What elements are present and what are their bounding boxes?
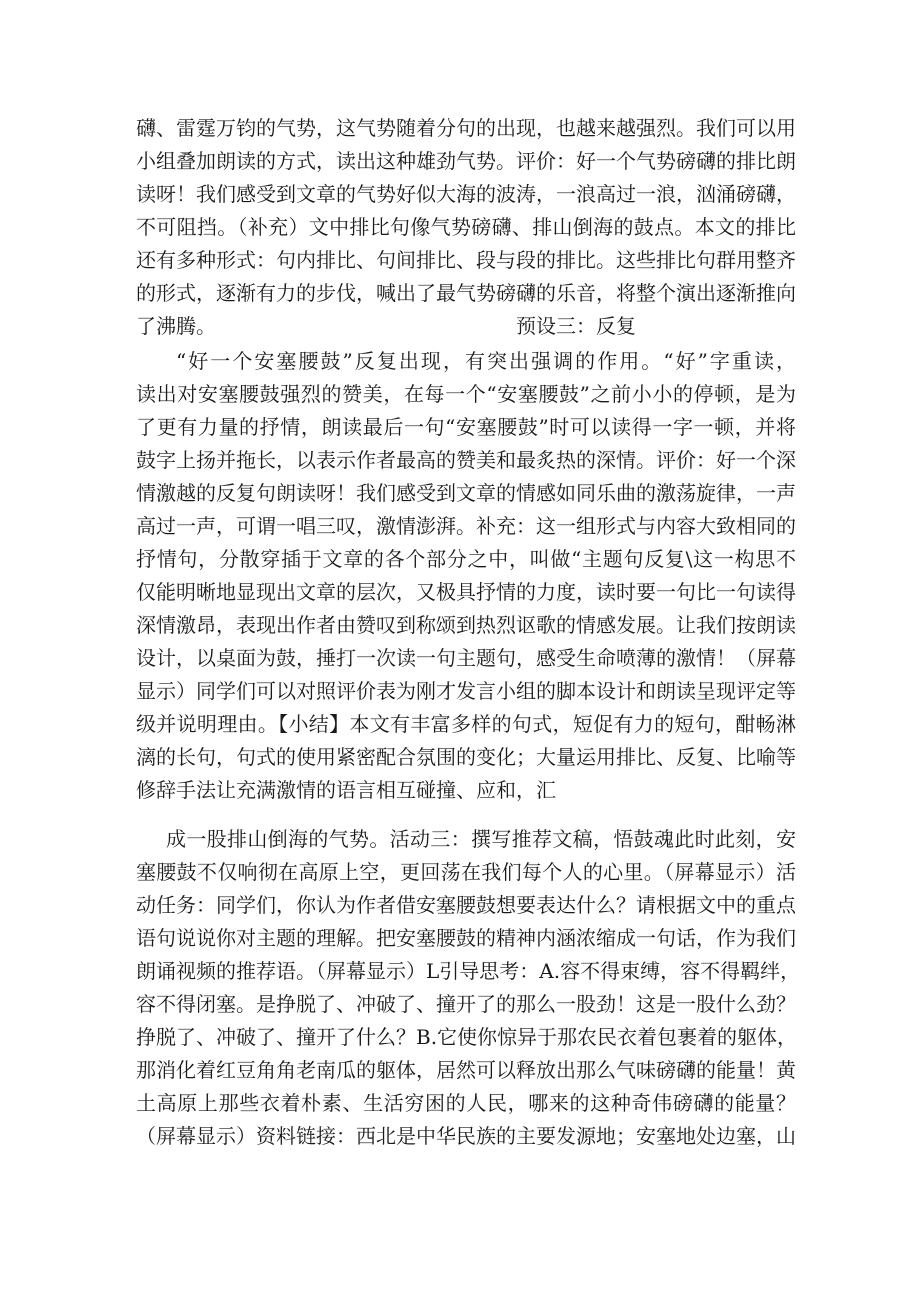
text-line: 还有多种形式：句内排比、句间排比、段与段的排比。这些排比句群用整齐 xyxy=(136,248,796,272)
text-line: 朗诵视频的推荐语。（屏幕显示）L引导思考：A.容不得束缚，容不得羁绊， xyxy=(136,959,801,983)
text-line: 级并说明理由。【小结】本文有丰富多样的句式，短促有力的短句，酣畅淋 xyxy=(136,712,796,736)
text-line-split xyxy=(136,310,796,343)
text-line: 动任务：同学们，你认为作者借安塞腰鼓想要表达什么？请根据文中的重点 xyxy=(136,893,796,917)
section-heading-repetition: 预设三：反复 xyxy=(516,314,636,338)
text-line: 容不得闭塞。是挣脱了、冲破了、撞开了的那么一股劲！这是一股什么劲？ xyxy=(136,992,796,1016)
text-line: 显示）同学们可以对照评价表为刚才发言小组的脚本设计和朗读呈现评定等 xyxy=(136,679,796,703)
text-line: 仅能明晰地显现出文章的层次，又极具抒情的力度，读时要一句比一句读得 xyxy=(136,580,796,604)
text-line: 抒情句，分散穿插于文章的各个部分之中，叫做“主题句反复\这一构思不 xyxy=(136,547,796,571)
text-line: 鼓字上扬并拖长，以表示作者最高的赞美和最炙热的深情。评价：好一个深 xyxy=(136,448,796,472)
text-line: 读出对安塞腰鼓强烈的赞美，在每一个“安塞腰鼓”之前小小的停顿，是为 xyxy=(136,382,796,406)
text-line: 不可阻挡。（补充）文中排比句像气势磅礴、排山倒海的鼓点。本文的排比 xyxy=(136,215,796,239)
text-line: 的形式，逐渐有力的步伐，喊出了最气势磅礴的乐音，将整个演出逐渐推向 xyxy=(136,281,796,305)
text-line: 成一股排山倒海的气势。活动三：撰写推荐文稿，悟鼓魂此时此刻，安 xyxy=(166,827,796,851)
paragraph-parallelism xyxy=(136,112,796,343)
paragraph-repetition xyxy=(136,345,796,807)
text-line: 语句说说你对主题的理解。把安塞腰鼓的精神内涵浓缩成一句话，作为我们 xyxy=(136,926,796,950)
text-line: 设计，以桌面为鼓，捶打一次读一句主题句，感受生命喷薄的激情！（屏幕 xyxy=(136,646,796,670)
text-line: 高过一声，可谓一唱三叹，激情澎湃。补充：这一组形式与内容大致相同的 xyxy=(136,514,796,538)
text-line: 修辞手法让充满激情的语言相互碰撞、应和，汇 xyxy=(136,778,556,802)
text-line: 了更有力量的抒情，朗读最后一句“安塞腰鼓”时可以读得一字一顿，并将 xyxy=(136,415,796,439)
text-line: 深情激昂，表现出作者由赞叹到称颂到热烈讴歌的情感发展。让我们按朗读 xyxy=(136,613,796,637)
text-line: 塞腰鼓不仅响彻在高原上空，更回荡在我们每个人的心里。（屏幕显示）活 xyxy=(136,860,796,884)
text-line: 礴、雷霆万钧的气势，这气势随着分句的出现，也越来越强烈。我们可以用 xyxy=(136,116,796,140)
text-line: （屏幕显示）资料链接：西北是中华民族的主要发源地；安塞地处边塞，山 xyxy=(136,1124,796,1148)
text-line: 土高原上那些衣着朴素、生活穷困的人民，哪来的这种奇伟磅礴的能量？ xyxy=(136,1091,796,1115)
text-line: 那消化着红豆角角老南瓜的躯体，居然可以释放出那么气味磅礴的能量！黄 xyxy=(136,1058,796,1082)
text-line-end: 了沸腾。 xyxy=(136,314,216,338)
text-line: 情激越的反复句朗读呀！我们感受到文章的情感如同乐曲的激荡旋律，一声 xyxy=(136,481,796,505)
text-line: 读呀！我们感受到文章的气势好似大海的波涛，一浪高过一浪，汹涌磅礴， xyxy=(136,182,796,206)
text-line: 小组叠加朗读的方式，读出这种雄劲气势。评价：好一个气势磅礴的排比朗 xyxy=(136,149,796,173)
text-line: 漓的长句，句式的使用紧密配合氛围的变化；大量运用排比、反复、比喻等 xyxy=(136,745,796,769)
text-line: “好一个安塞腰鼓”反复出现，有突出强调的作用。“好”字重读， xyxy=(176,349,796,373)
paragraph-activity-three xyxy=(136,823,801,1153)
text-line: 挣脱了、冲破了、撞开了什么？B.它使你惊异于那农民衣着包裹着的躯体， xyxy=(136,1025,798,1049)
